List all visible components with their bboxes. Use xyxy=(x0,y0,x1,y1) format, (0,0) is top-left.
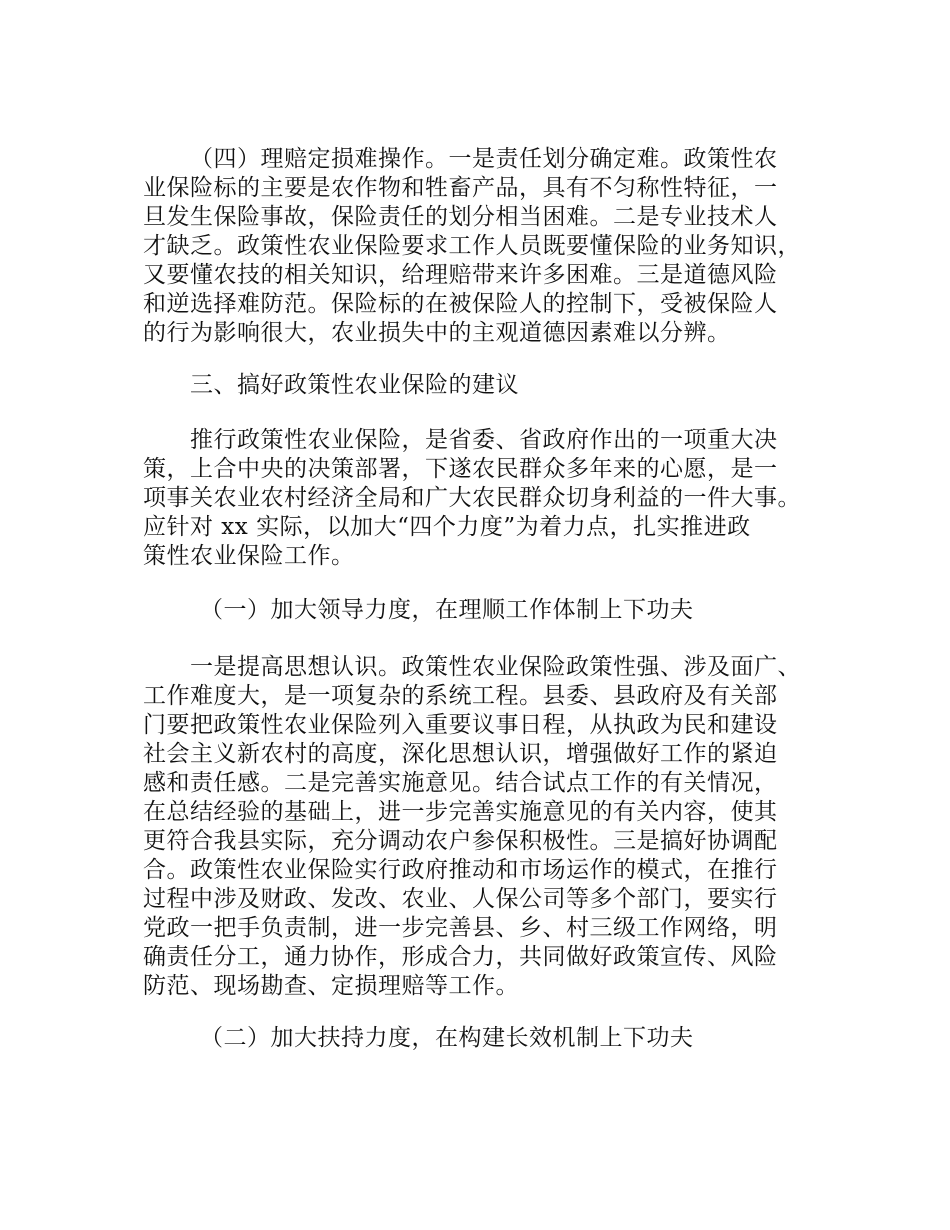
paragraph-1-line-6: 和逆选择难防范。保险标的在被保险人的控制下，受被保险人 xyxy=(143,291,778,317)
paragraph-5-line-1: 一是提高思想认识。政策性农业保险政策性强、涉及面广、 xyxy=(190,654,801,680)
paragraph-1-line-4: 才缺乏。政策性农业保险要求工作人员既要懂保险的业务知识， xyxy=(143,233,801,259)
paragraph-3-line-3: 项事关农业农村经济全局和广大农民群众切身利益的一件大事。 xyxy=(143,485,801,511)
paragraph-5-line-4: 社会主义新农村的高度，深化思想认识，增强做好工作的紧迫 xyxy=(143,741,778,767)
paragraph-5-line-2: 工作难度大，是一项复杂的系统工程。县委、县政府及有关部 xyxy=(143,683,778,709)
paragraph-1-line-7: 的行为影响很大，农业损失中的主观道德因素难以分辨。 xyxy=(143,320,731,346)
paragraph-3-line-4: 应针对 xx 实际，以加大“四个力度”为着力点，扎实推进政 xyxy=(143,514,751,540)
paragraph-5-line-8: 合。政策性农业保险实行政府推动和市场运作的模式，在推行 xyxy=(143,857,778,883)
paragraph-1-line-3: 旦发生保险事故，保险责任的划分相当困难。二是专业技术人 xyxy=(143,204,778,230)
paragraph-3-line-2: 策，上合中央的决策部署，下遂农民群众多年来的心愿，是一 xyxy=(143,456,778,482)
paragraph-5-line-6: 在总结经验的基础上，进一步完善实施意见的有关内容，使其 xyxy=(143,799,778,825)
section-heading-3: 三、搞好政策性农业保险的建议 xyxy=(190,372,519,398)
paragraph-5-line-3: 门要把政策性农业保险列入重要议事日程，从执政为民和建设 xyxy=(143,712,778,738)
paragraph-3-line-5: 策性农业保险工作。 xyxy=(143,543,355,569)
paragraph-5-line-11: 确责任分工，通力协作，形成合力，共同做好政策宣传、风险 xyxy=(143,944,778,970)
subheading-1: （一）加大领导力度，在理顺工作体制上下功夫 xyxy=(200,597,694,623)
paragraph-5-line-9: 过程中涉及财政、发改、农业、人保公司等多个部门，要实行 xyxy=(143,886,778,912)
paragraph-1-line-1: （四）理赔定损难操作。一是责任划分确定难。政策性农 xyxy=(190,146,778,172)
paragraph-5-line-7: 更符合我县实际，充分调动农户参保积极性。三是搞好协调配 xyxy=(143,828,778,854)
paragraph-5-line-10: 党政一把手负责制，进一步完善县、乡、村三级工作网络，明 xyxy=(143,915,778,941)
subheading-2: （二）加大扶持力度，在构建长效机制上下功夫 xyxy=(200,1025,694,1051)
paragraph-1-line-5: 又要懂农技的相关知识，给理赔带来许多困难。三是道德风险 xyxy=(143,262,778,288)
paragraph-3-line-1: 推行政策性农业保险，是省委、省政府作出的一项重大决 xyxy=(190,427,778,453)
paragraph-5-line-12: 防范、现场勘查、定损理赔等工作。 xyxy=(143,973,519,999)
paragraph-1-line-2: 业保险标的主要是农作物和牲畜产品，具有不匀称性特征，一 xyxy=(143,175,778,201)
paragraph-5-line-5: 感和责任感。二是完善实施意见。结合试点工作的有关情况， xyxy=(143,770,778,796)
